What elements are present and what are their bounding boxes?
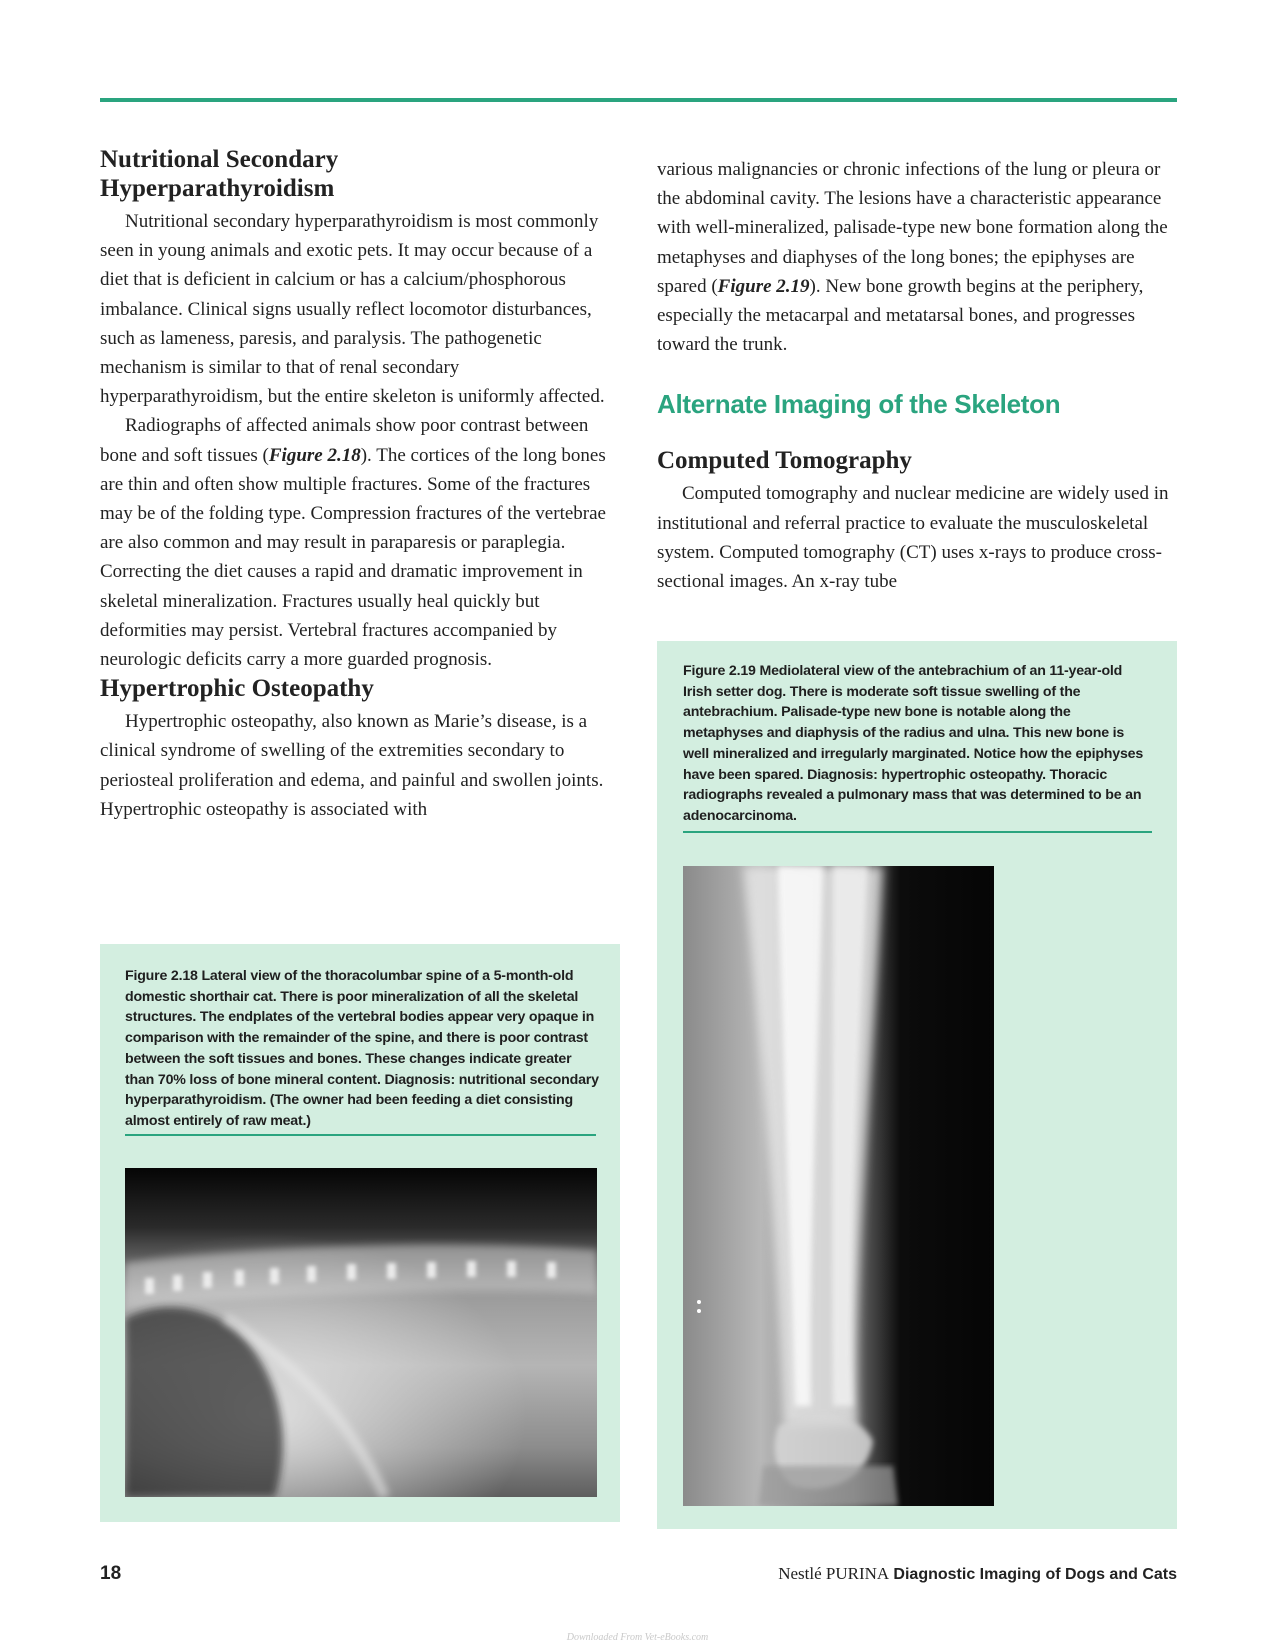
text-run: Radiographs of affected animals show poor contrast between bone and soft tissues (: [100, 415, 589, 466]
figure-2-19-radiograph-image: [683, 866, 994, 1506]
heading-computed-tomography: Computed Tomography: [657, 447, 912, 475]
paragraph-ho-2: [657, 155, 1177, 359]
paragraph-ct-1: Computed tomography and nuclear medicine are widely used in institutional and referral practice to evaluate the musculoskeletal system. Computed tomography (CT) uses x-rays to produce cross-sectional images. An x-ray tube: [657, 483, 1169, 593]
heading-line-2: Hyperparathyroidism: [100, 175, 335, 202]
figure-2-19-caption: Figure 2.19 Mediolateral view of the antebrachium of an 11-year-old Irish setter dog. There is moderate soft tissue swelling of the antebrachium. Palisade-type new bone is notable along the metaphyses and diaphysis of the radius and ulna. This new bone is well mineralized and irregularly marginated. Notice how the epiphyses have been spared. Diagnosis: hypertrophic osteopathy. Thoracic radiographs revealed a pulmonary mass that was determined to be an adenocarcinoma.: [683, 663, 1144, 824]
figure-2-18-caption: Figure 2.18 Lateral view of the thoracolumbar spine of a 5-month-old domestic shorthair cat. There is poor mineralization of all the skeletal structures. The endplates of the vertebral bodies appear very opaque in comparison with the remainder of the spine, and there is poor contrast between the soft tissues and bones. These changes indicate greater than 70% loss of bone mineral content. Diagnosis: nutritional secondary hyperparathyroidism. (The owner had been feeding a diet consisting almost entirely of raw meat.): [125, 968, 599, 1129]
publisher-brand: Nestlé PURINA: [778, 1564, 890, 1583]
heading-nutritional-secondary-hyperparathyroidism: [100, 145, 620, 203]
figure-2-18-radiograph-image: [125, 1168, 597, 1497]
book-title: Diagnostic Imaging of Dogs and Cats: [893, 1566, 1177, 1583]
left-column: [100, 145, 620, 824]
paragraph-nsh-2: [100, 411, 620, 674]
figure-2-19-reference: Figure 2.19: [717, 275, 810, 297]
figure-2-18: [100, 944, 620, 1522]
right-column: [657, 155, 1177, 596]
figure-2-18-reference: Figure 2.18: [268, 444, 361, 466]
running-footer: [778, 1564, 1177, 1584]
section-heading-alternate-imaging: Alternate Imaging of the Skeleton: [657, 389, 1061, 420]
figure-2-19: [657, 641, 1177, 1529]
text-run: ). New bone growth begins at the periphery, especially the metacarpal and metatarsal bones, and progresses toward the trunk.: [657, 275, 1144, 356]
heading-line-1: Nutritional Secondary: [100, 146, 339, 173]
paragraph-nsh-1: Nutritional secondary hyperparathyroidism is most commonly seen in young animals and exotic pets. It may occur because of a diet that is deficient in calcium or has a calcium/phosphorous imbalance. Clinical signs usually reflect locomotor disturbances, such as lameness, paresis, and paralysis. The pathogenetic mechanism is similar to that of renal secondary hyperparathyroidism, but the entire skeleton is uniformly affected.: [100, 211, 605, 408]
text-run: various malignancies or chronic infections of the lung or pleura or the abdominal cavity. The lesions have a characteristic appearance with well-mineralized, palisade-type new bone formation along the metaphyses and diaphyses of the long bones; the epiphyses are spared (: [657, 159, 1168, 297]
page-number: 18: [100, 1563, 122, 1584]
heading-hypertrophic-osteopathy: Hypertrophic Osteopathy: [100, 675, 374, 703]
antebrachium-radiograph-illustration: [683, 866, 994, 1506]
text-run: ). The cortices of the long bones are thin and often show multiple fractures. Some of the fractures may be of the folding type. Compression fractures of the vertebrae are also common and may result in paraparesis or paraplegia. Correcting the diet causes a rapid and dramatic improvement in skeletal mineralization. Fractures usually heal quickly but deformities may persist. Vertebral fractures accompanied by neurologic deficits carry a more guarded prognosis.: [100, 444, 606, 671]
download-watermark: Downloaded From Vet-eBooks.com: [566, 1632, 709, 1643]
caption-rule: [125, 1134, 596, 1136]
top-rule: [100, 98, 1177, 102]
caption-rule: [683, 831, 1152, 833]
paragraph-ho-1: Hypertrophic osteopathy, also known as Marie’s disease, is a clinical syndrome of swelling of the extremities secondary to periosteal proliferation and edema, and painful and swollen joints. Hypertrophic osteopathy is associated with: [100, 711, 604, 820]
spine-radiograph-illustration: [125, 1168, 597, 1497]
